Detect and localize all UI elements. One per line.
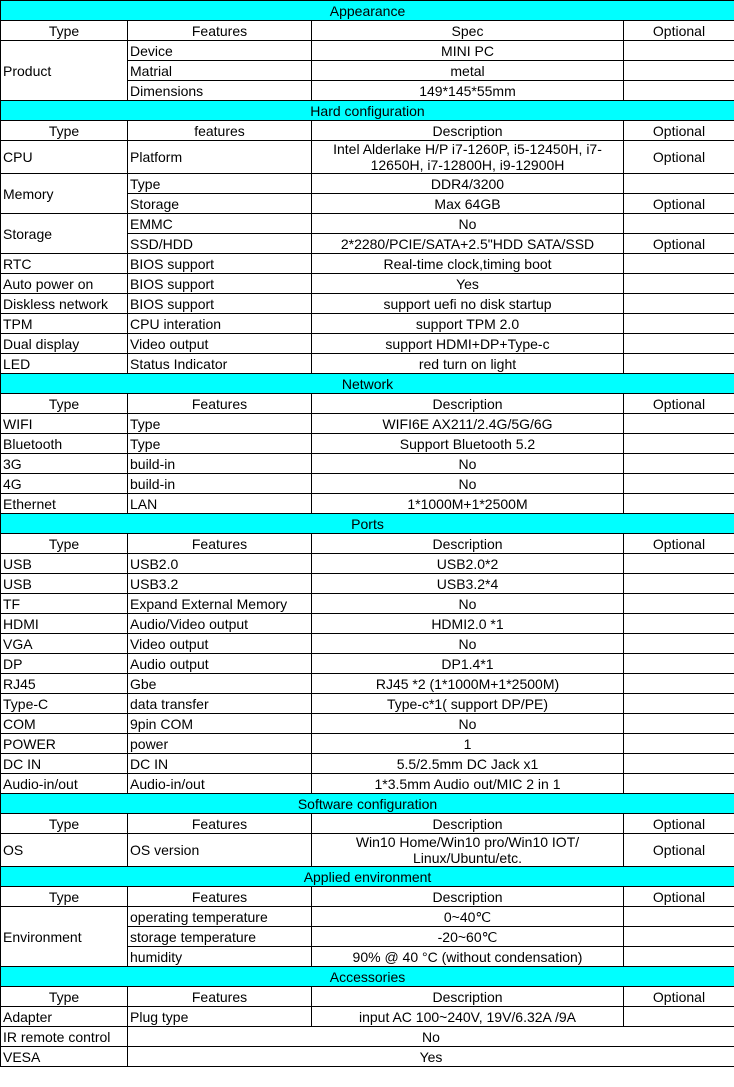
type-cell: DP — [1, 654, 128, 674]
section-title: Software configuration — [1, 794, 734, 814]
feature-cell: storage temperature — [128, 927, 312, 947]
spec-cell: input AC 100~240V, 19V/6.32A /9A — [312, 1007, 624, 1027]
feature-cell: Video output — [128, 634, 312, 654]
type-cell: Environment — [1, 907, 128, 967]
type-cell: OS — [1, 834, 128, 867]
spec-cell: support HDMI+DP+Type-c — [312, 334, 624, 354]
type-cell: DC IN — [1, 754, 128, 774]
spec-cell: Type-c*1( support DP/PE) — [312, 694, 624, 714]
feature-cell: BIOS support — [128, 254, 312, 274]
section-title-row — [1, 1, 734, 21]
column-header: Features — [128, 21, 312, 41]
optional-cell — [624, 594, 734, 614]
column-header: features — [128, 121, 312, 141]
column-header: Features — [128, 987, 312, 1007]
column-header: Features — [128, 394, 312, 414]
spec-cell: 5.5/2.5mm DC Jack x1 — [312, 754, 624, 774]
column-header-row — [1, 121, 734, 141]
column-header: Description — [312, 121, 624, 141]
table-row — [1, 614, 734, 634]
optional-cell — [624, 474, 734, 494]
feature-cell: Video output — [128, 334, 312, 354]
table-row — [1, 294, 734, 314]
type-cell: Product — [1, 41, 128, 101]
spec-cell: 2*2280/PCIE/SATA+2.5"HDD SATA/SSD — [312, 234, 624, 254]
column-header: Description — [312, 987, 624, 1007]
table-row — [1, 734, 734, 754]
spec-cell: USB3.2*4 — [312, 574, 624, 594]
column-header: Features — [128, 534, 312, 554]
optional-cell — [624, 274, 734, 294]
column-header-row — [1, 987, 734, 1007]
column-header: Optional — [624, 814, 734, 834]
table-row — [1, 574, 734, 594]
column-header: Type — [1, 534, 128, 554]
optional-cell — [624, 41, 734, 61]
feature-cell: Gbe — [128, 674, 312, 694]
section-title-row — [1, 867, 734, 887]
feature-cell: Audio-in/out — [128, 774, 312, 794]
spec-cell: USB2.0*2 — [312, 554, 624, 574]
feature-cell: Type — [128, 434, 312, 454]
spec-cell: No — [312, 474, 624, 494]
spec-cell: No — [312, 594, 624, 614]
spec-cell: 90% @ 40 °C (without condensation) — [312, 947, 624, 967]
type-cell: HDMI — [1, 614, 128, 634]
section-title-row — [1, 101, 734, 121]
optional-cell — [624, 454, 734, 474]
optional-cell — [624, 1007, 734, 1027]
feature-cell: BIOS support — [128, 294, 312, 314]
column-header: Spec — [312, 21, 624, 41]
column-header: Description — [312, 814, 624, 834]
type-cell: VESA — [1, 1047, 128, 1067]
feature-cell: Status Indicator — [128, 354, 312, 374]
column-header: Optional — [624, 394, 734, 414]
feature-cell: Platform — [128, 141, 312, 174]
optional-cell — [624, 334, 734, 354]
optional-cell: Optional — [624, 141, 734, 174]
feature-cell: build-in — [128, 474, 312, 494]
type-cell: USB — [1, 574, 128, 594]
type-cell: Diskless network — [1, 294, 128, 314]
column-header: Optional — [624, 21, 734, 41]
type-cell: 3G — [1, 454, 128, 474]
type-cell: Bluetooth — [1, 434, 128, 454]
column-header: Optional — [624, 887, 734, 907]
spec-cell: DDR4/3200 — [312, 174, 624, 194]
column-header: Optional — [624, 987, 734, 1007]
section-title-row — [1, 967, 734, 987]
section-title: Hard configuration — [1, 101, 734, 121]
spec-cell: 1 — [312, 734, 624, 754]
optional-cell — [624, 754, 734, 774]
section-title-row — [1, 514, 734, 534]
spec-cell: MINI PC — [312, 41, 624, 61]
merged-value-cell: No — [128, 1027, 734, 1047]
type-cell: TF — [1, 594, 128, 614]
table-row — [1, 674, 734, 694]
column-header-row — [1, 21, 734, 41]
table-row — [1, 334, 734, 354]
column-header: Type — [1, 814, 128, 834]
table-row — [1, 594, 734, 614]
type-cell: Auto power on — [1, 274, 128, 294]
type-cell: RTC — [1, 254, 128, 274]
spec-cell: WIFI6E AX211/2.4G/5G/6G — [312, 414, 624, 434]
column-header: Type — [1, 887, 128, 907]
feature-cell: SSD/HDD — [128, 234, 312, 254]
type-cell: Memory — [1, 174, 128, 214]
optional-cell — [624, 614, 734, 634]
table-row — [1, 634, 734, 654]
type-cell: COM — [1, 714, 128, 734]
feature-cell: LAN — [128, 494, 312, 514]
optional-cell — [624, 314, 734, 334]
table-row — [1, 454, 734, 474]
spec-cell: No — [312, 214, 624, 234]
optional-cell — [624, 674, 734, 694]
column-header-row — [1, 534, 734, 554]
spec-cell: No — [312, 634, 624, 654]
optional-cell — [624, 694, 734, 714]
feature-cell: data transfer — [128, 694, 312, 714]
feature-cell: Storage — [128, 194, 312, 214]
feature-cell: Plug type — [128, 1007, 312, 1027]
table-row — [1, 654, 734, 674]
spec-table-body — [1, 1, 734, 1067]
table-row — [1, 314, 734, 334]
optional-cell — [624, 654, 734, 674]
type-cell: VGA — [1, 634, 128, 654]
spec-cell: metal — [312, 61, 624, 81]
table-row — [1, 41, 734, 61]
spec-cell: support uefi no disk startup — [312, 294, 624, 314]
table-row — [1, 754, 734, 774]
optional-cell — [624, 774, 734, 794]
spec-cell: Support Bluetooth 5.2 — [312, 434, 624, 454]
column-header: Description — [312, 394, 624, 414]
type-cell: IR remote control — [1, 1027, 128, 1047]
spec-cell: support TPM 2.0 — [312, 314, 624, 334]
spec-cell: Intel Alderlake H/P i7-1260P, i5-12450H, i7-12650H, i7-12800H, i9-12900H — [312, 141, 624, 174]
table-row — [1, 494, 734, 514]
optional-cell: Optional — [624, 194, 734, 214]
type-cell: POWER — [1, 734, 128, 754]
spec-cell: 1*3.5mm Audio out/MIC 2 in 1 — [312, 774, 624, 794]
table-row — [1, 474, 734, 494]
feature-cell: BIOS support — [128, 274, 312, 294]
table-row — [1, 1027, 734, 1047]
optional-cell — [624, 434, 734, 454]
feature-cell: Audio/Video output — [128, 614, 312, 634]
spec-cell: 1*1000M+1*2500M — [312, 494, 624, 514]
feature-cell: Dimensions — [128, 81, 312, 101]
type-cell: 4G — [1, 474, 128, 494]
optional-cell — [624, 634, 734, 654]
table-row — [1, 1047, 734, 1067]
column-header: Optional — [624, 534, 734, 554]
section-title: Network — [1, 374, 734, 394]
section-title: Appearance — [1, 1, 734, 21]
table-row — [1, 554, 734, 574]
column-header: Features — [128, 814, 312, 834]
table-row — [1, 714, 734, 734]
feature-cell: Device — [128, 41, 312, 61]
optional-cell — [624, 927, 734, 947]
column-header-row — [1, 887, 734, 907]
table-row — [1, 1007, 734, 1027]
feature-cell: Matrial — [128, 61, 312, 81]
column-header: Type — [1, 394, 128, 414]
table-row — [1, 274, 734, 294]
feature-cell: 9pin COM — [128, 714, 312, 734]
type-cell: USB — [1, 554, 128, 574]
optional-cell — [624, 574, 734, 594]
section-title-row — [1, 374, 734, 394]
feature-cell: DC IN — [128, 754, 312, 774]
section-title-row — [1, 794, 734, 814]
spec-cell: -20~60℃ — [312, 927, 624, 947]
feature-cell: EMMC — [128, 214, 312, 234]
type-cell: Type-C — [1, 694, 128, 714]
column-header-row — [1, 394, 734, 414]
spec-cell: red turn on light — [312, 354, 624, 374]
type-cell: Dual display — [1, 334, 128, 354]
optional-cell — [624, 714, 734, 734]
type-cell: WIFI — [1, 414, 128, 434]
column-header: Description — [312, 887, 624, 907]
feature-cell: OS version — [128, 834, 312, 867]
feature-cell: humidity — [128, 947, 312, 967]
table-row — [1, 434, 734, 454]
optional-cell — [624, 61, 734, 81]
feature-cell: Audio output — [128, 654, 312, 674]
section-title: Accessories — [1, 967, 734, 987]
optional-cell — [624, 354, 734, 374]
type-cell: Adapter — [1, 1007, 128, 1027]
feature-cell: CPU interation — [128, 314, 312, 334]
optional-cell: Optional — [624, 834, 734, 867]
optional-cell: Optional — [624, 234, 734, 254]
table-row — [1, 141, 734, 174]
type-cell: CPU — [1, 141, 128, 174]
type-cell: RJ45 — [1, 674, 128, 694]
feature-cell: operating temperature — [128, 907, 312, 927]
optional-cell — [624, 494, 734, 514]
column-header: Type — [1, 21, 128, 41]
column-header: Description — [312, 534, 624, 554]
optional-cell — [624, 947, 734, 967]
section-title: Ports — [1, 514, 734, 534]
feature-cell: Type — [128, 414, 312, 434]
column-header: Type — [1, 987, 128, 1007]
section-title: Applied environment — [1, 867, 734, 887]
optional-cell — [624, 907, 734, 927]
spec-cell: Real-time clock,timing boot — [312, 254, 624, 274]
spec-cell: Max 64GB — [312, 194, 624, 214]
table-row — [1, 774, 734, 794]
type-cell: Storage — [1, 214, 128, 254]
spec-cell: HDMI2.0 *1 — [312, 614, 624, 634]
column-header-row — [1, 814, 734, 834]
optional-cell — [624, 214, 734, 234]
feature-cell: build-in — [128, 454, 312, 474]
spec-cell: Win10 Home/Win10 pro/Win10 IOT/ Linux/Ubuntu/etc. — [312, 834, 624, 867]
spec-cell: Yes — [312, 274, 624, 294]
table-row — [1, 694, 734, 714]
column-header: Type — [1, 121, 128, 141]
optional-cell — [624, 414, 734, 434]
optional-cell — [624, 294, 734, 314]
feature-cell: Expand External Memory — [128, 594, 312, 614]
optional-cell — [624, 554, 734, 574]
table-row — [1, 834, 734, 867]
spec-cell: RJ45 *2 (1*1000M+1*2500M) — [312, 674, 624, 694]
optional-cell — [624, 254, 734, 274]
table-row — [1, 254, 734, 274]
column-header: Features — [128, 887, 312, 907]
type-cell: LED — [1, 354, 128, 374]
type-cell: TPM — [1, 314, 128, 334]
spec-cell: DP1.4*1 — [312, 654, 624, 674]
spec-cell: No — [312, 714, 624, 734]
feature-cell: USB3.2 — [128, 574, 312, 594]
feature-cell: power — [128, 734, 312, 754]
optional-cell — [624, 734, 734, 754]
table-row — [1, 414, 734, 434]
optional-cell — [624, 174, 734, 194]
table-row — [1, 907, 734, 927]
optional-cell — [624, 81, 734, 101]
feature-cell: USB2.0 — [128, 554, 312, 574]
spec-cell: 0~40℃ — [312, 907, 624, 927]
type-cell: Ethernet — [1, 494, 128, 514]
column-header: Optional — [624, 121, 734, 141]
table-row — [1, 354, 734, 374]
feature-cell: Type — [128, 174, 312, 194]
spec-cell: No — [312, 454, 624, 474]
table-row — [1, 214, 734, 234]
table-row — [1, 174, 734, 194]
merged-value-cell: Yes — [128, 1047, 734, 1067]
spec-cell: 149*145*55mm — [312, 81, 624, 101]
type-cell: Audio-in/out — [1, 774, 128, 794]
